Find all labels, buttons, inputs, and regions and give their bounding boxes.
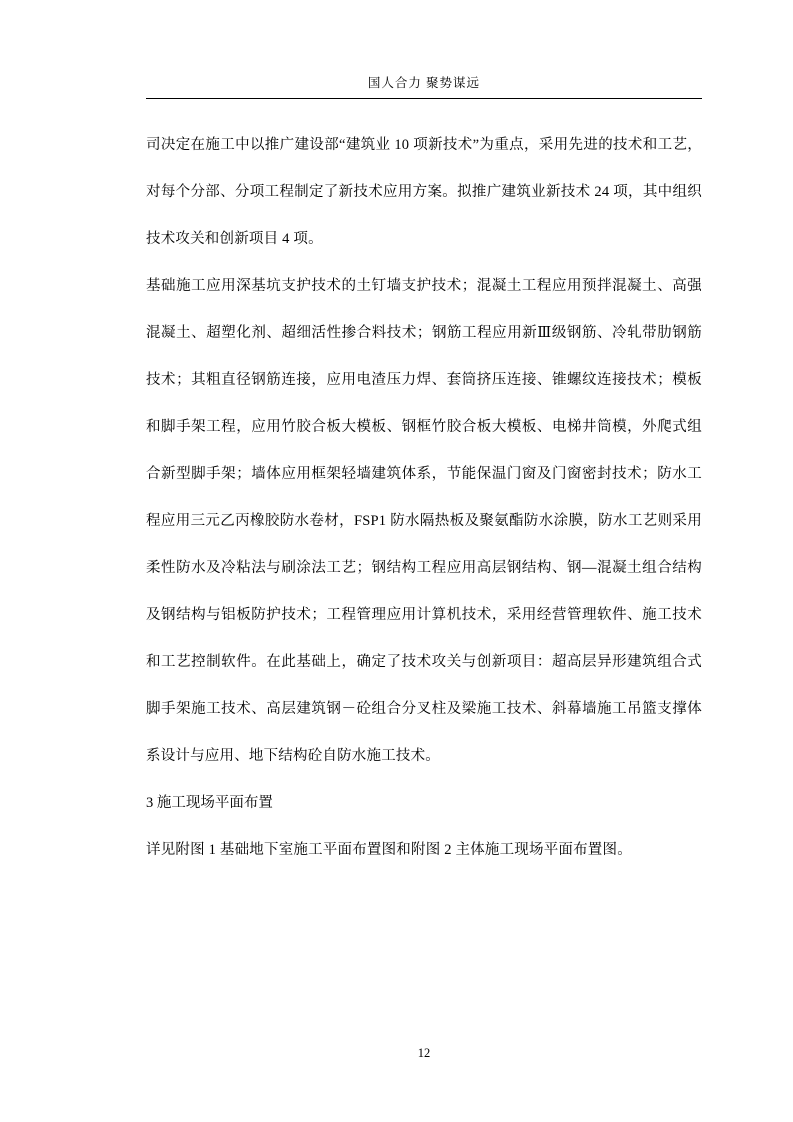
page-header	[146, 74, 702, 92]
page-footer	[146, 1046, 702, 1061]
page-number: 12	[417, 1046, 431, 1060]
body-paragraph-2: 基础施工应用深基坑支护技术的土钉墙支护技术；混凝土工程应用预拌混凝土、高强混凝土、超塑化剂、超细活性掺合料技术；钢筋工程应用新Ⅲ级钢筋、冷轧带肋钢筋技术；其粗直径钢筋连接，应用电渣压力焊、套筒挤压连接、锥螺纹连接技术；模板和脚手架工程，应用竹胶合板大模板、钢框竹胶合板大模板、电梯井筒模，外爬式组合新型脚手架；墙体应用框架轻墙建筑体系，节能保温门窗及门窗密封技术；防水工程应用三元乙丙橡胶防水卷材，FSP1 防水隔热板及聚氨酯防水涂膜，防水工艺则采用柔性防水及冷粘法与刷涂法工艺；钢结构工程应用高层钢结构、钢—混凝土组合结构及钢结构与铝板防护技术；工程管理应用计算机技术，采用经营管理软件、施工技术和工艺控制软件。在此基础上，确定了技术攻关与创新项目：超高层异形建筑组合式脚手架施工技术、高层建筑钢－砼组合分叉柱及梁施工技术、斜幕墙施工吊篮支撑体系设计与应用、地下结构砼自防水施工技术。	[146, 278, 702, 764]
section-paragraph: 详见附图 1 基础地下室施工平面布置图和附图 2 主体施工现场平面布置图。	[146, 842, 632, 858]
document-body	[146, 122, 702, 874]
body-paragraph-1: 司决定在施工中以推广建设部“建筑业 10 项新技术”为重点，采用先进的技术和工艺，对每个分部、分项工程制定了新技术应用方案。拟推广建筑业新技术 24 项，其中组织技术攻关和创新项目 4 项。	[146, 137, 702, 247]
header-divider	[146, 98, 702, 99]
section-heading: 3 施工现场平面布置	[146, 795, 273, 811]
header-title: 国人合力 聚势谋远	[367, 76, 481, 90]
